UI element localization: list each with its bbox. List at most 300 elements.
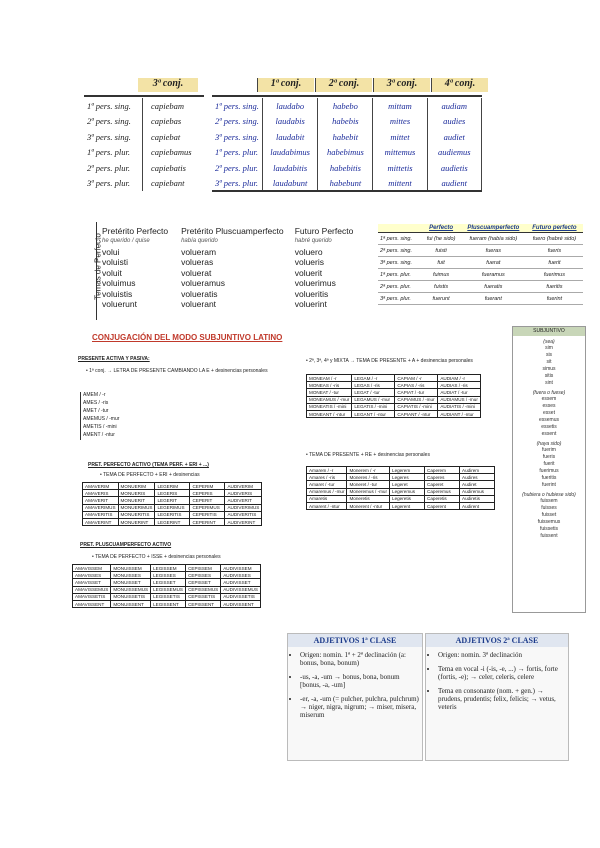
table-row [83,497,262,504]
verb-form: laudabit [262,129,317,145]
grid-cell: MONUERIT [118,497,155,504]
table-row [98,299,368,310]
table-row [73,600,261,607]
grid-cell: Monerent / -ntur [347,502,390,509]
verb-form: fueramus [461,269,526,281]
person-label: 3ª pers. plur. [212,176,262,192]
grid-cell: AUDIAM / -r [438,375,481,382]
table-row [212,145,482,161]
sum-form: sit [546,359,552,365]
table-row [307,467,495,474]
person-label: 1ª pers. sing. [212,98,262,114]
grid-cell: AUDIAT / -tur [438,389,481,396]
sum-form: fuisses [541,505,557,511]
plus-bullet: • TEMA DE PERFECTO + ISSE + desinencias personales [92,554,221,560]
grid-cell: MONEAS / -ris [307,382,352,389]
grid-cell: AUDIVISSENT [221,600,261,607]
table-row [83,518,262,525]
grid-cell: MONUERINT [118,518,155,525]
verb-form: fuero (habré sido) [526,233,583,245]
table-row [98,289,368,300]
tense-header: Pluscuamperfecto [461,224,526,233]
sum-form: essetis [541,424,557,430]
adj-item: • Tema en consonante (nom. + gen.) → prudens, prudentis; felix, felicis; → vetus, veteris [438,687,568,711]
grid-cell: AUDIVERIS [225,490,262,497]
present-list [80,392,119,440]
sum-form: fuisset [541,512,557,518]
grid-cell: CEPISSEM [186,565,221,572]
table-row [84,129,204,145]
sum-form: fuissent [540,533,558,539]
grid-cell: MONEANT / -ntur [307,410,352,417]
grid-cell: CAPIAT / -tur [395,389,438,396]
table-row [307,396,481,403]
table-row [73,565,261,572]
verb-form: audiemus [427,145,481,161]
grid-cell: AUDIVISSET [221,579,261,586]
grid-cell: AUDIVERITIS [225,511,262,518]
verb-form: audietis [427,160,481,176]
table-row [212,98,482,114]
table-row [378,257,583,269]
grid-cell: LEGISSEMUS [151,586,186,593]
perf-title: PRET. PERFECTO ACTIVO (TEMA PERF. + ERI + ...) [88,462,209,468]
bullet-3: • TEMA DE PRESENTE + RE + desinencias personales [306,452,430,458]
verb-form: voluerunt [102,299,137,310]
grid-cell: MONUISSEMUS [111,586,151,593]
verb-form: habebunt [318,176,373,192]
bullet-2: • 2ª, 3ª, 4ª y MIXTA → TEMA DE PRESENTE + A + desinencias personales [306,358,473,364]
grid-cell: MONEAM / -r [307,375,352,382]
grid-cell: MONUISSEM [111,565,151,572]
verb-form: fuimus [421,269,460,281]
list-item: AMEM / -r [83,392,106,398]
grid-cell: Audirent [460,502,495,509]
grid-cell: AMAVERIT [83,497,119,504]
table-row [73,586,261,593]
verb-form: capiebas [151,116,182,127]
grid-cell: LEGISSETIS [151,593,186,600]
grid-cell: CEPISSES [186,572,221,579]
plus-title: PRET. PLUSCUAMPERFECTO ACTIVO [80,542,172,548]
grid-cell: LEGISSET [151,579,186,586]
grid-cell: LEGERIT [155,497,190,504]
table-row [83,511,262,518]
grid-cell: CEPISSENT [186,600,221,607]
grid-cell: Amaret / -tur [307,481,347,488]
table-row [307,389,481,396]
perfect-sum-table [378,224,583,305]
grid-cell: AMAVERIS [83,490,119,497]
sum-form: fueris [542,454,556,460]
list-item: AMETIS / -mini [83,424,117,430]
table-row [84,114,204,130]
person-label: 3ª pers. plur. [378,293,421,305]
verb-form: fueram (había sido) [461,233,526,245]
grid-cell: Caperetis [425,495,460,502]
sum-form: esset [543,410,555,416]
tense-header: Pretérito Perfecto [102,226,169,236]
grid-cell: AUDIVERIT [225,497,262,504]
grid-cell: LEGAMUS / -mur [352,396,395,403]
grid-cell: Caperes [425,474,460,481]
sum-form: sim [545,345,553,351]
person-label: 2ª pers. plur. [212,160,262,176]
table-row [83,504,262,511]
person-label: 2ª pers. plur. [84,160,143,176]
verb-form: laudabis [262,114,317,130]
verb-form: audiam [427,98,481,114]
table-row [84,160,204,176]
grid-cell: AMAVISSES [73,572,111,579]
sum-form: essemus [538,417,559,423]
verb-form: habebis [318,114,373,130]
grid-present-2 [306,374,481,418]
grid-cell: MONEATIS / -mini [307,403,352,410]
verb-form: capiebat [151,131,181,142]
verb-form: volueras [181,257,214,268]
grid-cell: AMAVERIM [83,483,119,490]
verb-form: voluerimus [294,278,336,289]
table-row [307,403,481,410]
table-row [307,375,481,382]
grid-cell: AMAVISSET [73,579,111,586]
sum-form: fuerint [542,482,556,488]
table-row [307,474,495,481]
table-3rd-conj-header: 3ª conj. [138,78,198,92]
person-label: 1ª pers. plur. [84,145,143,161]
tense-header: Futuro perfecto [526,224,583,233]
list-item: AMET / -tur [83,408,109,414]
verb-form: laudabo [262,98,317,114]
tense-subtitle: he querido / quise [102,238,150,245]
grid-cell: MONUISSET [111,579,151,586]
table-row [378,245,583,257]
conj-header: 2ª conj. [315,78,372,92]
verb-form: voluerint [294,299,327,310]
table-row [98,278,368,289]
sum-form: sint [545,380,553,386]
person-label: 1ª pers. plur. [212,145,262,161]
sum-form: sis [545,352,553,358]
sum-form: fuissemus [537,519,561,525]
verb-form: volui [102,246,120,257]
adjectives-second-class [425,633,569,761]
sum-form: fuissem [540,498,558,504]
adj-item: • -us, -a, -um → bonus, bona, bonum [bonus, -a, -um] [300,673,422,689]
present-title: PRESENTE ACTIVA Y PASIVA: [78,356,150,362]
conj-header: 1ª conj. [257,78,314,92]
grid-cell: AUDIATIS / -mini [438,403,481,410]
verb-form: volueris [294,257,325,268]
verb-form: volueramus [181,278,226,289]
adj-item: • Origen: nomin. 1ª + 2ª declinación (a: bonus, bona, bonum) [300,651,422,667]
verb-form: laudabimus [262,145,317,161]
sum-form: fuerit [543,461,555,467]
verb-form: capiebant [151,178,185,189]
grid-cell: LEGAT / -tur [352,389,395,396]
verb-form: laudabitis [262,160,317,176]
grid-cell: AUDIVISSETIS [221,593,261,600]
grid-cell: MONEAT / -tur [307,389,352,396]
grid-cell: LEGANT / -ntur [352,410,395,417]
grid-cell: Legerent [390,502,425,509]
table-row [307,502,495,509]
grid-cell: LEGATIS / -mini [352,403,395,410]
list-item: AMENT / -ntur [83,432,115,438]
person-label: 3ª pers. sing. [84,129,143,145]
verb-form: habebo [318,98,373,114]
verb-form: capiebatis [151,162,186,173]
verb-form: voluerit [294,267,323,278]
adj-left-title: ADJETIVOS 1ª CLASE [288,634,422,647]
grid-cell: Amaremus / -mur [307,488,347,495]
list-item: AMEMUS / -mur [83,416,120,422]
adj-item: • Origen: nomin. 3ª declinación [438,651,568,659]
grid-cell: Caperet [425,481,460,488]
grid-cell: LEGERIMUS [155,504,190,511]
person-label: 2ª pers. sing. [84,114,143,130]
grid-cell: CEPERITIS [190,511,225,518]
grid-cell: Audiremus [460,488,495,495]
grid-cell: AMAVISSEMUS [73,586,111,593]
tense-header: Perfecto [421,224,460,233]
grid-cell: Legeres [390,474,425,481]
person-label: 3ª pers. sing. [212,129,262,145]
grid-cell: AUDIANT / -ntur [438,410,481,417]
grid-cell: AMAVISSETIS [73,593,111,600]
perf-bullet: • TEMA DE PERFECTO + ERI + desinencias [100,472,200,478]
verb-form: fuistis [421,281,460,293]
verb-form: mittet [373,129,427,145]
verb-form: volueram [181,246,217,257]
verb-form: volueratis [181,288,218,299]
table-row [83,483,262,490]
grid-cell: Monerem / -r [347,467,390,474]
adj-item: • Tema en vocal -i (-is, -e, ...) → fortis, forte (fortis, -e); → celer, celeris, celere [438,665,568,681]
verb-form: habebit [318,129,373,145]
table-row [378,269,583,281]
grid-cell: LEGISSEM [151,565,186,572]
verb-form: voluistis [102,288,133,299]
verb-form: voluisti [102,257,128,268]
table-row [83,490,262,497]
verb-form: fuerimus [526,269,583,281]
person-label: 2ª pers. sing. [378,245,421,257]
verb-form: voluimus [102,278,136,289]
person-label: 2ª pers. sing. [212,114,262,130]
grid-cell: Caperemus [425,488,460,495]
grid-cell: LEGERIM [155,483,190,490]
grid-cell: Moneretis [347,495,390,502]
grid-cell: Moneret / -tur [347,481,390,488]
person-label: 3ª pers. sing. [378,257,421,269]
grid-cell: Moneremus / -mur [347,488,390,495]
grid-cell: AUDIVISSEMUS [221,586,261,593]
table-row [307,488,495,495]
group-label: (hubiera o hubiese sido) [522,492,576,498]
tense-header: Futuro Perfecto [294,226,354,236]
grid-cell: Legeremus [390,488,425,495]
group-label: (fuera o fuese) [532,390,566,396]
grid-cell: Legeretis [390,495,425,502]
present-bullet: • 1ª conj. → LETRA DE PRESENTE CAMBIANDO LA E + desinencias personales [86,368,268,374]
verb-form: fuerit [526,257,583,269]
perfect-side-label: Temas de Perfecto [93,233,103,300]
conj-header: 4ª conj. [431,78,488,92]
grid-cell: AMAVERITIS [83,511,119,518]
grid-cell: AUDIVISSEM [221,565,261,572]
table-row [98,268,368,279]
grid-cell: MONUISSENT [111,600,151,607]
grid-cell: CEPERINT [190,518,225,525]
table-row [73,579,261,586]
grid-cell: Audires [460,474,495,481]
group-label: (haya sido) [536,441,562,447]
sum-form: essent [541,431,557,437]
grid-cell: CAPIATIS / -mini [395,403,438,410]
verb-form: fuit [421,257,460,269]
grid-cell: MONEAMUS / -mur [307,396,352,403]
sum-form: sitis [544,373,554,379]
sum-form: esses [542,403,556,409]
grid-cell: AMAVISSENT [73,600,111,607]
person-label: 1ª pers. sing. [84,98,143,114]
grid-cell: LEGISSENT [151,600,186,607]
grid-perfect [82,482,262,526]
table-row [212,176,482,192]
grid-imperfect [306,466,495,510]
verb-form: capiebamus [151,147,192,158]
table-row [84,176,204,192]
verb-form: fuisti [421,245,460,257]
grid-cell: LEGAS / -ris [352,382,395,389]
subjunctive-title: CONJUGACIÓN DEL MODO SUBJUNTIVO LATINO [92,333,283,342]
table-row [378,233,583,245]
table-row [212,114,482,130]
verb-form: mittam [373,98,427,114]
verb-form: fueritis [526,281,583,293]
grid-cell: Amarem / -r [307,467,347,474]
table-row [98,257,368,268]
verb-form: fuerant [461,293,526,305]
table-row [378,293,583,305]
grid-cell: LEGERINT [155,518,190,525]
grid-cell: AMAVERINT [83,518,119,525]
grid-cell: CAPIANT / -ntur [395,410,438,417]
person-label: 2ª pers. plur. [378,281,421,293]
sum-form: fuerimus [539,468,559,474]
person-label: 3ª pers. plur. [84,176,143,192]
grid-cell: CEPISSET [186,579,221,586]
verb-form: habebimus [318,145,373,161]
verb-form: laudabunt [262,176,317,192]
grid-cell: AUDIVERIMUS [225,504,262,511]
grid-cell: MONUERIM [118,483,155,490]
grid-cell: Audirem [460,467,495,474]
adj-right-title: ADJETIVOS 2ª CLASE [426,634,568,647]
grid-cell: MONUISSES [111,572,151,579]
sum-form: essem [541,396,557,402]
sum-subjunctive-column [512,326,586,613]
table-row [212,129,482,145]
adj-item: • -er, -a, -um (= pulcher, pulchra, pulchrum) → niger, nigra, nigrum; → miser, misera, miserum [300,695,422,719]
verb-form: voluit [102,267,122,278]
grid-cell: AMAVERIMUS [83,504,119,511]
grid-cell: Caperem [425,467,460,474]
verb-form: fuerint [526,293,583,305]
verb-form: mittent [373,176,427,192]
verb-form: audies [427,114,481,130]
table-row [307,382,481,389]
grid-cell: Legeret [390,481,425,488]
grid-cell: CEPISSETIS [186,593,221,600]
grid-cell: CEPERIS [190,490,225,497]
grid-cell: CEPISSEMUS [186,586,221,593]
grid-cell: Caperent [425,502,460,509]
table-row [307,481,495,488]
grid-cell: LEGERIS [155,490,190,497]
table-row [307,495,495,502]
group-label: (sea) [543,339,555,345]
table-row [378,281,583,293]
table-row [84,98,204,114]
grid-cell: CEPERIM [190,483,225,490]
sum-form: simus [542,366,556,372]
verb-form: voluerant [181,299,217,310]
verb-form: fuerat [461,257,526,269]
adjectives-first-class [287,633,423,761]
grid-cell: MONUERITIS [118,511,155,518]
grid-cell: MONUISSETIS [111,593,151,600]
verb-form: audient [427,176,481,192]
verb-form: audiet [427,129,481,145]
grid-cell: AUDIVERINT [225,518,262,525]
grid-cell: Amares / -ris [307,474,347,481]
grid-cell: Moneres / -ris [347,474,390,481]
list-item: AMES / -ris [83,400,109,406]
verb-form: fueras [461,245,526,257]
grid-cell: AUDIVISSES [221,572,261,579]
grid-cell: CEPERIT [190,497,225,504]
grid-cell: LEGAM / -r [352,375,395,382]
sum-form: fueritis [541,475,557,481]
verb-form: mittemus [373,145,427,161]
tense-subtitle: habré querido [294,238,332,245]
table-row [307,410,481,417]
table-row [73,572,261,579]
grid-cell: CAPIAMUS / -mur [395,396,438,403]
grid-cell: CAPIAS / -ris [395,382,438,389]
verb-form: fui (he sido) [421,233,460,245]
grid-cell: AMAVISSEM [73,565,111,572]
grid-cell: CEPERIMUS [190,504,225,511]
grid-cell: MONUERIMUS [118,504,155,511]
verb-form: voluerat [181,267,212,278]
grid-cell: Amaretis [307,495,347,502]
grid-pluperfect [72,564,261,608]
person-label: 1ª pers. plur. [378,269,421,281]
sum-form: fuissetis [539,526,559,532]
grid-cell: Legerem [390,467,425,474]
verb-form: mittes [373,114,427,130]
verb-form: capiebam [151,100,185,111]
verb-form: fuerunt [421,293,460,305]
table-row [212,160,482,176]
verb-form: habebitis [318,160,373,176]
table-row [98,247,368,258]
conj-header: 3ª conj. [373,78,430,92]
